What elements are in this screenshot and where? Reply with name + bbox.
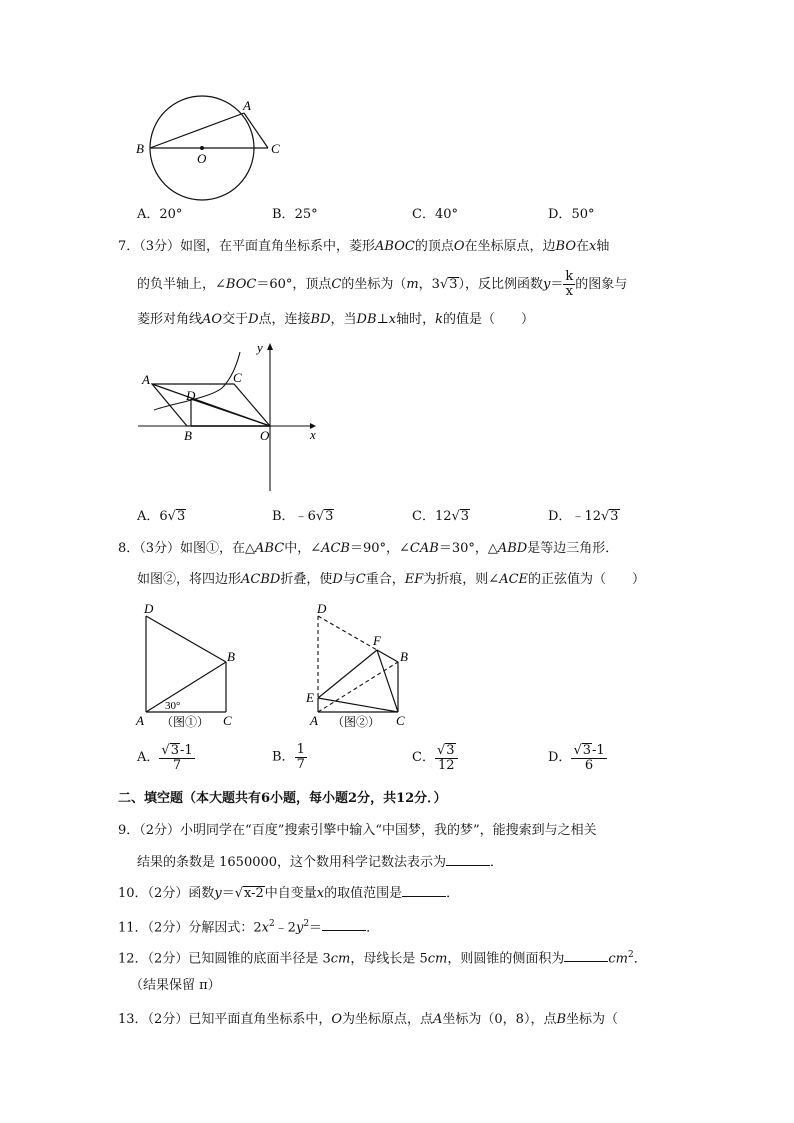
q6-circle-figure bbox=[130, 90, 300, 205]
label-a: A bbox=[136, 713, 144, 728]
y-axis-arrow bbox=[267, 343, 273, 350]
label-b: B bbox=[184, 428, 192, 443]
q7-option-d: D．﹣12√3 bbox=[548, 509, 619, 524]
label-a: A bbox=[142, 372, 150, 387]
q6-option-b: B．25° bbox=[272, 207, 318, 222]
section-2-title: 二、填空题（本大题共有6小题，每小题2分，共12分．） bbox=[118, 791, 447, 806]
q8-option-a: A． $\frac{√3-1}{7}$ bbox=[137, 743, 193, 773]
answer-blank[interactable] bbox=[322, 918, 366, 931]
q7-line-2: 的负半轴上，∠BOC＝60°，顶点C的坐标为（m，3√3），反比例函数y＝ $\frac{k}{x}$ 的图象与 bbox=[137, 269, 628, 299]
segment-ec bbox=[318, 698, 398, 712]
angle-label: 30° bbox=[165, 700, 181, 712]
q9-line-2: 结果的条数是 1650000，这个数用科学记数法表示为 ． bbox=[137, 855, 504, 870]
q9-line-1: 9．（2分）小明同学在“百度”搜索引擎中输入“中国梦，我的梦”，能搜索到与之相关 bbox=[118, 823, 597, 838]
q6-option-d: D．50° bbox=[548, 207, 595, 222]
label-c: C bbox=[271, 141, 280, 156]
q8-option-b: B． $\frac{1}{7}$ bbox=[272, 742, 305, 772]
label-f: F bbox=[373, 633, 381, 648]
label-b: B bbox=[227, 649, 235, 664]
label-x: x bbox=[310, 427, 316, 442]
answer-blank[interactable] bbox=[446, 853, 490, 866]
chord-ba bbox=[150, 113, 244, 148]
q7-option-a: A．6√3 bbox=[137, 509, 186, 524]
label-o: O bbox=[197, 151, 207, 166]
q7-line-3: 菱形对角线AO交于D点，连接BD，当DB⊥x轴时，k的值是（ ） bbox=[137, 312, 535, 327]
side-ab bbox=[146, 662, 226, 712]
q8-option-c: C． $\frac{√3}{12}$ bbox=[412, 743, 458, 773]
label-c: C bbox=[223, 713, 232, 728]
fraction-k-over-x: $\frac{k}{x}$ bbox=[565, 269, 574, 299]
q11-line: 11．（2分）分解因式：$2x^2﹣2y^2=$ ． bbox=[118, 919, 380, 936]
label-b: B bbox=[400, 649, 408, 664]
q6-option-a: A．20° bbox=[137, 207, 183, 222]
dashed-df bbox=[318, 616, 377, 650]
tangent-ac bbox=[244, 113, 268, 148]
label-d: D bbox=[317, 601, 327, 616]
label-a: A bbox=[243, 98, 251, 113]
q7-option-b: B．﹣6√3 bbox=[272, 509, 334, 524]
label-c: C bbox=[396, 713, 405, 728]
label-y: y bbox=[257, 340, 263, 355]
label-b: B bbox=[136, 141, 144, 156]
q6-option-c: C．40° bbox=[412, 207, 458, 222]
label-d: D bbox=[144, 601, 154, 616]
side-db bbox=[146, 616, 226, 662]
label-d: D bbox=[186, 388, 196, 403]
label-a: A bbox=[310, 713, 318, 728]
q7-option-c: C．12√3 bbox=[412, 509, 470, 524]
q8-line-2: 如图②，将四边形ACBD折叠，使D与C重合，EF为折痕，则∠ACE的正弦值为（ ） bbox=[137, 572, 646, 587]
q8-figure-1 bbox=[135, 598, 255, 738]
q13-line-1: 13．（2分）已知平面直角坐标系中，O为坐标原点，点A坐标为（0，8），点B坐标为（ bbox=[118, 1012, 619, 1027]
q10-line: 10．（2分）函数y＝√x-2中自变量x的取值范围是 ． bbox=[118, 886, 460, 901]
answer-blank[interactable] bbox=[402, 884, 446, 897]
caption-fig2: （图②） bbox=[332, 715, 381, 729]
label-c: C bbox=[233, 370, 242, 385]
q7-line-1: 7．（3分）如图，在平面直角坐标系中，菱形ABOC的顶点O在坐标原点，边BO在x轴 bbox=[118, 239, 610, 254]
center-dot bbox=[200, 146, 204, 150]
q8-option-d: D． $\frac{√3-1}{6}$ bbox=[548, 743, 605, 773]
crease-ef bbox=[318, 650, 377, 698]
q7-rhombus-figure bbox=[130, 338, 330, 498]
answer-blank[interactable] bbox=[564, 949, 608, 962]
segment-fc bbox=[377, 650, 398, 712]
label-e: E bbox=[306, 690, 314, 705]
q12-line-2: （结果保留 π） bbox=[130, 978, 221, 993]
q12-line-1: 12．（2分）已知圆锥的底面半径是 3cm，母线长是 5cm，则圆锥的侧面积为 $cm^2$． bbox=[118, 950, 647, 967]
q8-figure-2 bbox=[302, 598, 422, 738]
q8-line-1: 8．（3分）如图①，在△ABC中，∠ACB＝90°，∠CAB＝30°，△ABD是等边三角形． bbox=[118, 541, 619, 556]
caption-fig1: （图①） bbox=[161, 715, 210, 729]
label-o: O bbox=[260, 428, 270, 443]
